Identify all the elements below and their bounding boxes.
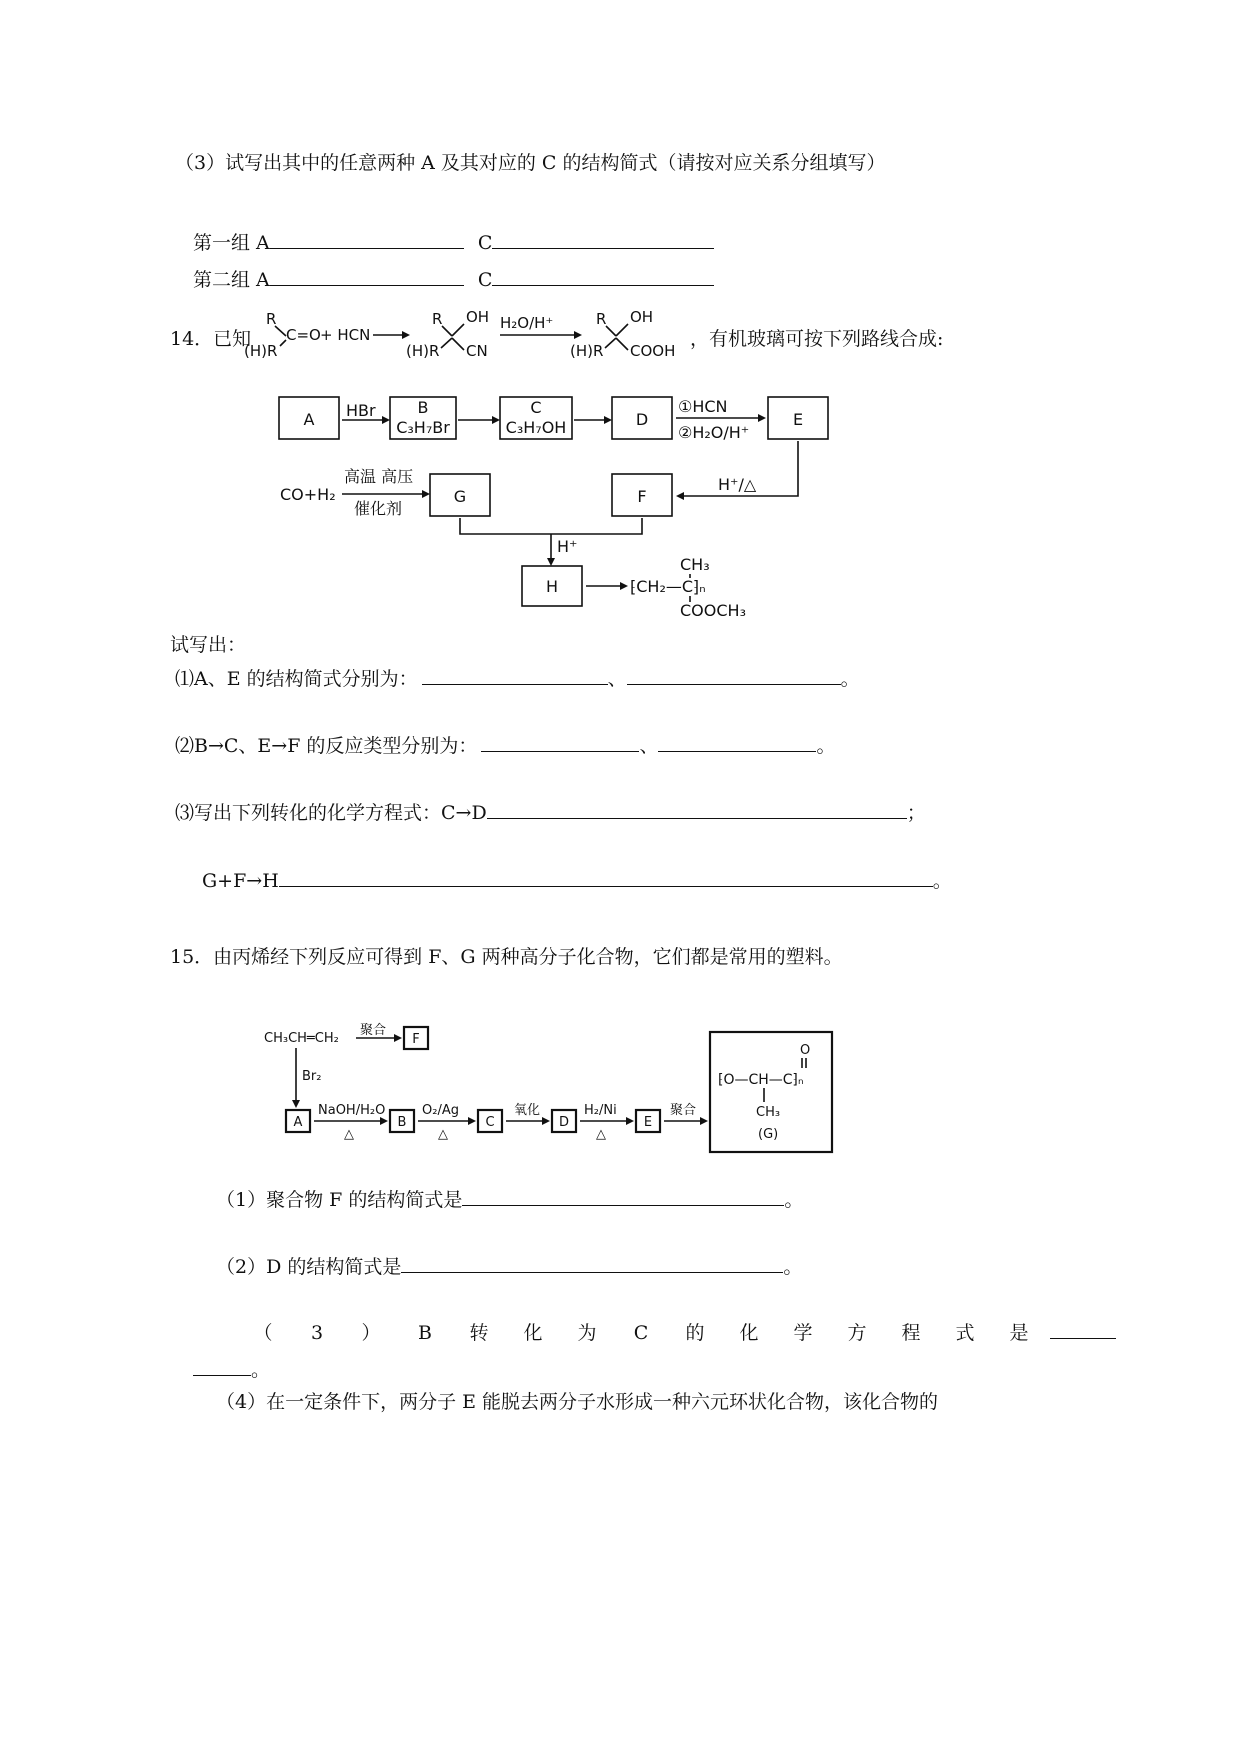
period: 。 bbox=[932, 870, 952, 892]
reagent-step2: ②H₂O/H⁺ bbox=[678, 423, 750, 442]
q14-q2 bbox=[175, 731, 835, 758]
poly-ch3: CH₃ bbox=[680, 555, 710, 574]
known-c-eq-o: C=O bbox=[286, 326, 321, 344]
known-r1: R bbox=[266, 310, 277, 328]
q15-scheme bbox=[262, 1023, 838, 1158]
polymerize-bottom: 聚合 bbox=[670, 1103, 697, 1118]
known-hr2: (H)R bbox=[406, 342, 440, 360]
poly-main: ⁅CH₂—C⁆ₙ bbox=[630, 577, 706, 596]
q13-group1 bbox=[193, 228, 714, 255]
label-h: H bbox=[545, 577, 559, 596]
reagent-hbr: HBr bbox=[346, 401, 376, 420]
reagent-step1: ①HCN bbox=[678, 397, 728, 416]
q15-q3-char: 转 bbox=[469, 1322, 489, 1344]
bond bbox=[441, 338, 452, 348]
label-f: F bbox=[637, 487, 647, 506]
known-oh2: OH bbox=[630, 308, 654, 326]
arrow-head bbox=[574, 331, 582, 339]
q13-group2 bbox=[193, 265, 714, 292]
bond bbox=[606, 326, 616, 336]
cond-bottom: 催化剂 bbox=[354, 499, 403, 518]
q14-prompt: 试写出： bbox=[170, 634, 247, 656]
q15-q3-char: 式 bbox=[955, 1322, 975, 1344]
label-b: B bbox=[417, 398, 429, 417]
polymerize-top: 聚合 bbox=[360, 1023, 387, 1038]
bond bbox=[616, 338, 628, 350]
cond-delta-3: △ bbox=[596, 1127, 606, 1142]
q14-q1 bbox=[175, 664, 860, 691]
g-chain: ⁅O—CH—C⁆ₙ bbox=[718, 1072, 804, 1088]
q15-q1-text: （1）聚合物 F 的结构简式是 bbox=[216, 1189, 463, 1211]
group1-a-blank[interactable] bbox=[270, 228, 464, 249]
propene: CH₃CH═CH₂ bbox=[264, 1031, 339, 1046]
group2-c-label: C bbox=[477, 269, 493, 291]
q15-q3-char: 是 bbox=[1009, 1322, 1029, 1344]
cond-delta-2: △ bbox=[438, 1127, 448, 1142]
poly-ester: COOCH₃ bbox=[680, 601, 746, 620]
q15-q2 bbox=[216, 1252, 802, 1279]
period: 。 bbox=[783, 1256, 803, 1278]
group1-c-label: C bbox=[477, 232, 493, 254]
known-hr1: (H)R bbox=[244, 342, 278, 360]
q14-q3 bbox=[175, 798, 926, 825]
q14-q1-text: ⑴A、E 的结构简式分别为： bbox=[175, 668, 418, 690]
label-f: F bbox=[412, 1032, 420, 1047]
reagent-o2ag: O₂/Ag bbox=[422, 1103, 459, 1118]
known-plus-hcn: + HCN bbox=[320, 326, 371, 344]
q15-q3-blank-a[interactable] bbox=[1050, 1318, 1116, 1339]
q15-q3-char: 化 bbox=[523, 1322, 543, 1344]
known-cn: CN bbox=[466, 342, 488, 360]
g-ch3: CH₃ bbox=[756, 1105, 781, 1120]
q14-scheme bbox=[270, 390, 840, 622]
bond bbox=[275, 326, 286, 336]
q14-q2-text: ⑵B→C、E→F 的反应类型分别为： bbox=[175, 735, 478, 757]
reagent-h2ni: H₂/Ni bbox=[584, 1103, 617, 1118]
q14-tail: ，有机玻璃可按下列路线合成: bbox=[690, 328, 944, 350]
label-e: E bbox=[792, 410, 804, 429]
label-c: C bbox=[530, 398, 542, 417]
q15-q3-char: 方 bbox=[847, 1322, 867, 1344]
period: 。 bbox=[840, 668, 860, 690]
q15-q3-char: ） bbox=[361, 1322, 381, 1344]
bond bbox=[452, 338, 464, 350]
known-cooh: COOH bbox=[630, 342, 676, 360]
q15-q3-char: 学 bbox=[793, 1322, 813, 1344]
period: 。 bbox=[784, 1189, 804, 1211]
q14-q3b-blank-gfh[interactable] bbox=[279, 866, 933, 887]
known-cond: H₂O/H⁺ bbox=[500, 314, 554, 332]
formula-b: C₃H₇Br bbox=[396, 418, 450, 437]
group1-c-blank[interactable] bbox=[492, 228, 714, 249]
group2-label: 第二组 A bbox=[193, 269, 270, 291]
reagent-br2: Br₂ bbox=[302, 1069, 322, 1084]
q15-q1-blank[interactable] bbox=[462, 1185, 784, 1206]
bond bbox=[452, 324, 464, 336]
label-a: A bbox=[293, 1115, 303, 1130]
known-r2: R bbox=[432, 310, 443, 328]
semicolon: ； bbox=[906, 802, 926, 824]
bond bbox=[442, 326, 452, 336]
q14-number: 14．已知 bbox=[170, 328, 252, 350]
bond bbox=[605, 338, 616, 348]
reagent-h-delta: H⁺/△ bbox=[718, 475, 757, 494]
q15-q2-text: （2）D 的结构简式是 bbox=[216, 1256, 402, 1278]
q15-q3-char: C bbox=[633, 1322, 649, 1344]
separator: 、 bbox=[607, 668, 627, 690]
q14-q2-blank-ef[interactable] bbox=[658, 731, 816, 752]
q14-q2-blank-bc[interactable] bbox=[481, 731, 639, 752]
label-b: B bbox=[397, 1115, 407, 1130]
g-carbonyl-o: O bbox=[800, 1043, 811, 1058]
q15-q1 bbox=[216, 1185, 803, 1212]
q15-q2-blank[interactable] bbox=[401, 1252, 783, 1273]
q15-stem: 15．由丙烯经下列反应可得到 F、G 两种高分子化合物，它们都是常用的塑料。 bbox=[170, 946, 843, 968]
group2-c-blank[interactable] bbox=[492, 265, 714, 286]
cond-delta-1: △ bbox=[344, 1127, 354, 1142]
known-oh1: OH bbox=[466, 308, 490, 326]
reagent-h-plus: H⁺ bbox=[557, 537, 578, 556]
reagent-co-h2: CO+H₂ bbox=[280, 485, 336, 504]
q15-q3-char: 的 bbox=[685, 1322, 705, 1344]
label-c: C bbox=[485, 1115, 495, 1130]
q14-q3-text: ⑶写出下列转化的化学方程式：C→D bbox=[175, 802, 487, 824]
reagent-naoh: NaOH/H₂O bbox=[318, 1103, 386, 1118]
group1-label: 第一组 A bbox=[193, 232, 270, 254]
separator: 、 bbox=[639, 735, 659, 757]
q14-q3b-text: G+F→H bbox=[202, 870, 279, 892]
label-a: A bbox=[303, 410, 315, 429]
formula-c: C₃H₇OH bbox=[505, 418, 567, 437]
q15-q3-blank-b[interactable] bbox=[193, 1355, 251, 1376]
q15-q3-char: 为 bbox=[577, 1322, 597, 1344]
q15-q3-char: B bbox=[418, 1322, 432, 1344]
q13-part3: （3）试写出其中的任意两种 A 及其对应的 C 的结构简式（请按对应关系分组填写） bbox=[175, 152, 886, 174]
q14-q1-blank-a[interactable] bbox=[422, 664, 608, 685]
q14-q3-blank-cd[interactable] bbox=[487, 798, 907, 819]
arrow-head bbox=[402, 331, 410, 339]
q15-q3 bbox=[236, 1318, 1116, 1345]
group2-a-blank[interactable] bbox=[270, 265, 464, 286]
q15-q3-char: 3 bbox=[310, 1322, 324, 1344]
join-g-f bbox=[460, 518, 642, 534]
label-e: E bbox=[643, 1115, 653, 1130]
period: 。 bbox=[816, 735, 836, 757]
reagent-oxidize: 氧化 bbox=[514, 1103, 541, 1118]
cond-top: 高温 高压 bbox=[344, 467, 414, 486]
label-g: G bbox=[453, 487, 467, 506]
q14-known-reaction bbox=[244, 300, 694, 366]
q15-q4: （4）在一定条件下，两分子 E 能脱去两分子水形成一种六元环状化合物，该化合物的 bbox=[216, 1391, 939, 1413]
q15-q3-char: 化 bbox=[739, 1322, 759, 1344]
label-d: D bbox=[558, 1115, 570, 1130]
q14-q3b bbox=[202, 866, 952, 893]
period: 。 bbox=[251, 1359, 271, 1381]
known-hr3: (H)R bbox=[570, 342, 604, 360]
q15-q3-cont bbox=[193, 1355, 270, 1382]
label-d: D bbox=[635, 410, 649, 429]
known-r3: R bbox=[596, 310, 607, 328]
q15-q3-char: 程 bbox=[901, 1322, 921, 1344]
bond bbox=[616, 324, 628, 336]
q15-q3-char: （ bbox=[253, 1322, 273, 1344]
q14-q1-blank-e[interactable] bbox=[627, 664, 841, 685]
g-label: (G) bbox=[758, 1127, 779, 1142]
